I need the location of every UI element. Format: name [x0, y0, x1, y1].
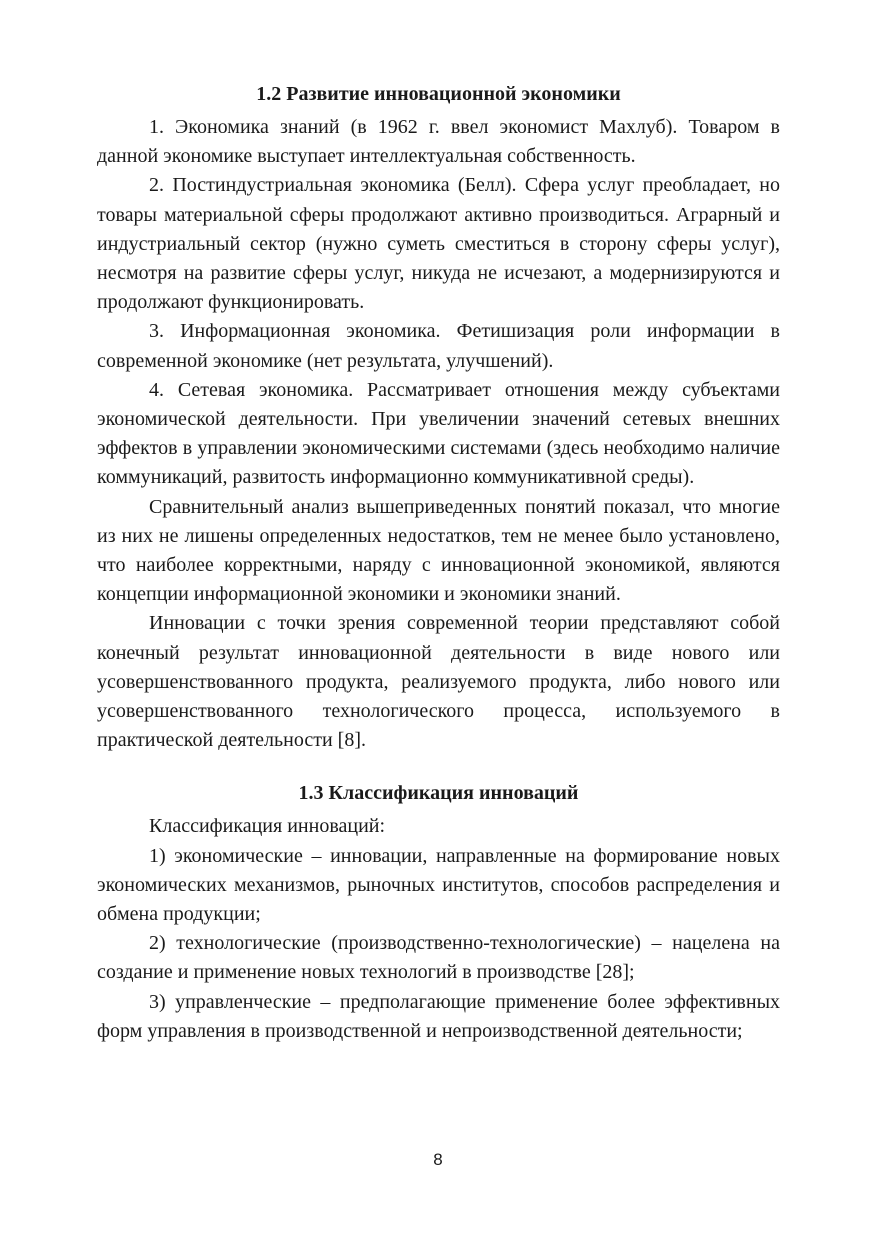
list-item: 3) управленческие – предполагающие применение более эффективных форм управления в производственной и непроизводственной деятельности;	[97, 990, 780, 1042]
document-page	[97, 80, 780, 1046]
paragraph: 4. Сетевая экономика. Рассматривает отношения между субъектами экономической деятельности. При увеличении значений сетевых внешних эффектов в управлении экономическими системами (здесь необходимо наличие коммуникаций, развитость информационно коммуникативной среды).	[97, 378, 780, 489]
paragraph: Инновации с точки зрения современной теории представляют собой конечный результат инновационной деятельности в виде нового или усовершенствованного продукта, реализуемого продукта, либо нового или усовершенствованного технологического процесса, используемого в практической деятельности [8].	[97, 612, 780, 752]
paragraph: 2. Постиндустриальная экономика (Белл). Сфера услуг преобладает, но товары материальной сферы продолжают активно производиться. Аграрный и индустриальный сектор (нужно суметь сместиться в сторону сферы услуг), несмотря на развитие сферы услуг, никуда не исчезают, а модернизируются и продолжают функционировать.	[97, 174, 780, 314]
list-item: 2) технологические (производственно-технологические) – нацелена на создание и применение новых технологий в производстве [28];	[97, 932, 780, 984]
paragraph: 1. Экономика знаний (в 1962 г. ввел экономист Махлуб). Товаром в данной экономике выступает интеллектуальная собственность.	[97, 116, 780, 168]
section-heading-1-3: 1.3 Классификация инноваций	[298, 782, 579, 805]
paragraph: Классификация инноваций:	[149, 815, 386, 838]
list-item: 1) экономические – инновации, направленные на формирование новых экономических механизмов, рыночных институтов, способов распределения и обмена продукции;	[97, 844, 780, 926]
section-heading-1-2: 1.2 Развитие инновационной экономики	[256, 83, 621, 105]
page-number: 8	[433, 1150, 443, 1169]
paragraph: 3. Информационная экономика. Фетишизация роли информации в современной экономике (нет результата, улучшений).	[97, 320, 780, 372]
paragraph: Сравнительный анализ вышеприведенных понятий показал, что многие из них не лишены определенных недостатков, тем не менее было установлено, что наиболее корректными, наряду с инновационной экономикой, являются концепции информационной экономики и экономики знаний.	[97, 495, 780, 606]
